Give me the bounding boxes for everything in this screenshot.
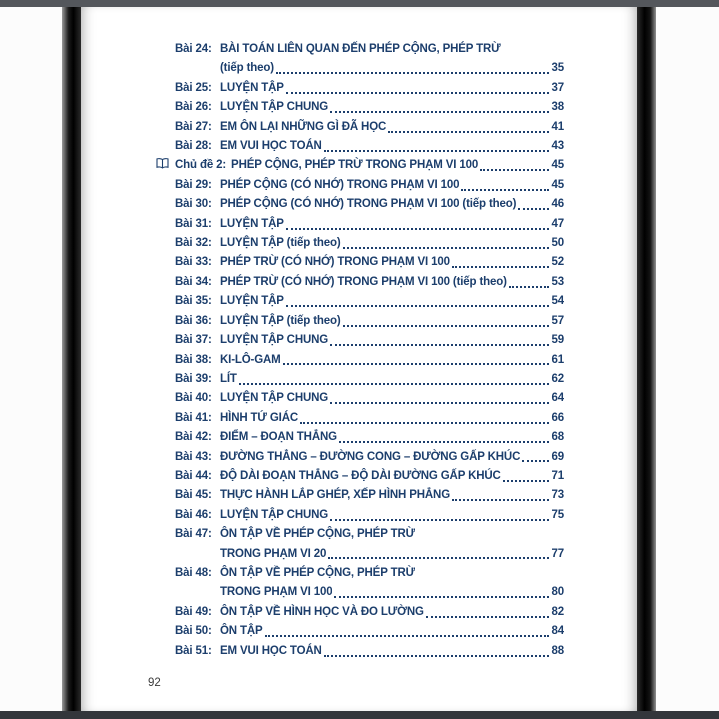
toc-entry-row	[175, 137, 564, 156]
toc-entry-label: Bài 41:	[175, 411, 212, 424]
toc-entry-row	[175, 118, 564, 137]
toc-page-ref: 69	[551, 450, 564, 463]
toc-line	[175, 622, 564, 641]
toc-entry-label: Bài 27:	[175, 120, 212, 133]
toc-page-ref: 59	[551, 334, 564, 347]
toc-line	[175, 448, 564, 467]
book-icon	[156, 157, 170, 175]
toc-entry-label: Bài 36:	[175, 314, 212, 327]
toc-entry-title: LUYỆN TẬP CHUNG	[220, 508, 329, 521]
toc-entry-title: LUYỆN TẬP CHUNG	[220, 101, 329, 114]
dot-leader	[501, 467, 552, 486]
toc-entry-label: Bài 42:	[175, 431, 212, 444]
toc-page-ref: 82	[551, 605, 564, 618]
dot-leader	[516, 195, 551, 214]
toc-entry-row	[175, 176, 564, 195]
toc-chapter-row	[175, 156, 564, 175]
toc-entry-title: ÔN TẬP VỀ PHÉP CỘNG, PHÉP TRỪ	[220, 566, 415, 579]
dot-leader	[274, 59, 552, 78]
dot-leader	[424, 603, 552, 622]
toc-entry-label: Bài 51:	[175, 644, 212, 657]
toc-page-ref: 88	[551, 644, 564, 657]
toc-line	[175, 40, 564, 59]
toc-entry-title: TRONG PHẠM VI 20	[220, 547, 327, 560]
toc-page-ref: 45	[551, 178, 564, 191]
toc-page-ref: 62	[551, 372, 564, 385]
toc-page-ref: 64	[551, 392, 564, 405]
dot-leader	[520, 448, 551, 467]
toc-page-ref: 41	[551, 120, 564, 133]
toc-line	[175, 79, 564, 98]
table-of-contents	[175, 40, 564, 661]
toc-line	[175, 215, 564, 234]
toc-line	[175, 59, 564, 78]
dot-leader	[341, 234, 552, 253]
toc-entry-title: LUYỆN TẬP	[220, 217, 284, 230]
dot-leader	[322, 642, 552, 661]
toc-page-ref: 75	[551, 508, 564, 521]
toc-page-ref: 53	[551, 275, 564, 288]
toc-entry-row	[175, 525, 564, 564]
dot-leader	[337, 428, 552, 447]
toc-page-ref: 66	[551, 411, 564, 424]
toc-entry-title: EM VUI HỌC TOÁN	[220, 140, 322, 153]
toc-page-ref: 43	[551, 140, 564, 153]
toc-page-ref: 80	[551, 586, 564, 599]
dot-leader	[284, 292, 552, 311]
toc-line	[175, 583, 564, 602]
dot-leader	[450, 486, 551, 505]
toc-entry-row	[175, 603, 564, 622]
toc-line	[175, 351, 564, 370]
toc-line	[175, 195, 564, 214]
toc-entry-row	[175, 234, 564, 253]
dot-leader	[386, 118, 551, 137]
book-left-edge	[62, 7, 81, 711]
toc-entry-label: Bài 35:	[175, 295, 212, 308]
toc-entry-label: Bài 43:	[175, 450, 212, 463]
toc-entry-title: LÍT	[220, 372, 237, 385]
toc-entry-title: ĐƯỜNG THẲNG – ĐƯỜNG CONG – ĐƯỜNG GẤP KHÚC	[220, 450, 521, 463]
dot-leader	[326, 545, 551, 564]
toc-line	[175, 603, 564, 622]
toc-entry-row	[175, 253, 564, 272]
toc-entry-title: LUYỆN TẬP CHUNG	[220, 392, 329, 405]
toc-line	[175, 176, 564, 195]
toc-entry-title: HÌNH TỨ GIÁC	[220, 411, 299, 424]
toc-page-ref: 57	[551, 314, 564, 327]
toc-entry-row	[175, 370, 564, 389]
toc-entry-row	[175, 642, 564, 661]
dot-leader	[332, 583, 551, 602]
toc-entry-title: EM VUI HỌC TOÁN	[220, 644, 322, 657]
toc-line	[175, 98, 564, 117]
dot-leader	[328, 331, 551, 350]
toc-line	[175, 234, 564, 253]
toc-entry-title: PHÉP CỘNG, PHÉP TRỪ TRONG PHẠM VI 100	[231, 159, 479, 172]
toc-page-ref: 73	[551, 489, 564, 502]
toc-line	[175, 428, 564, 447]
toc-line	[175, 370, 564, 389]
toc-line	[175, 525, 564, 544]
toc-entry-label: Bài 32:	[175, 237, 212, 250]
toc-entry-row	[175, 389, 564, 408]
toc-page-ref: 52	[551, 256, 564, 269]
toc-entry-title: LUYỆN TẬP (tiếp theo)	[220, 237, 341, 250]
toc-entry-title: PHÉP TRỪ (CÓ NHỚ) TRONG PHẠM VI 100 (tiếp theo)	[220, 275, 507, 288]
toc-entry-label: Bài 49:	[175, 605, 212, 618]
toc-entry-label: Bài 50:	[175, 625, 212, 638]
toc-entry-label: Bài 37:	[175, 334, 212, 347]
toc-entry-label: Bài 48:	[175, 566, 212, 579]
dot-leader	[507, 273, 552, 292]
toc-entry-title: ĐIỂM – ĐOẠN THẲNG	[220, 431, 337, 444]
toc-page-ref: 35	[551, 62, 564, 75]
toc-entry-row	[175, 409, 564, 428]
toc-entry-title: (tiếp theo)	[220, 62, 274, 75]
toc-entry-row	[175, 40, 564, 79]
toc-entry-title: ÔN TẬP VỀ PHÉP CỘNG, PHÉP TRỪ	[220, 528, 415, 541]
dot-leader	[328, 98, 551, 117]
toc-entry-row	[175, 564, 564, 603]
toc-entry-label: Bài 26:	[175, 101, 212, 114]
dot-leader	[450, 253, 552, 272]
toc-entry-label: Bài 24:	[175, 43, 212, 55]
toc-line	[175, 273, 564, 292]
toc-entry-row	[175, 506, 564, 525]
toc-entry-label: Bài 29:	[175, 178, 212, 191]
toc-page-ref: 84	[551, 625, 564, 638]
book-right-edge	[637, 7, 656, 711]
page-number: 92	[148, 677, 161, 689]
toc-entry-label: Bài 38:	[175, 353, 212, 366]
toc-line	[175, 331, 564, 350]
toc-page-ref: 61	[551, 353, 564, 366]
toc-entry-label: Bài 47:	[175, 528, 212, 541]
toc-entry-label: Bài 30:	[175, 198, 212, 211]
dot-leader	[341, 312, 552, 331]
toc-entry-label: Bài 34:	[175, 275, 212, 288]
photo-bottom-edge	[0, 711, 719, 719]
toc-entry-title: LUYỆN TẬP CHUNG	[220, 334, 329, 347]
toc-line	[175, 409, 564, 428]
toc-entry-label: Bài 25:	[175, 81, 212, 94]
toc-entry-row	[175, 486, 564, 505]
toc-entry-title: ĐỘ DÀI ĐOẠN THẲNG – ĐỘ DÀI ĐƯỜNG GẤP KHÚC	[220, 469, 501, 482]
toc-entry-label: Bài 33:	[175, 256, 212, 269]
toc-line	[175, 486, 564, 505]
toc-page-ref: 46	[551, 198, 564, 211]
toc-entry-title: THỰC HÀNH LẮP GHÉP, XẾP HÌNH PHẲNG	[220, 489, 451, 502]
toc-line	[175, 545, 564, 564]
toc-entry-label: Bài 28:	[175, 140, 212, 153]
toc-entry-row	[175, 195, 564, 214]
toc-entry-title: LUYỆN TẬP	[220, 295, 284, 308]
toc-entry-title: EM ÔN LẠI NHỮNG GÌ ĐÃ HỌC	[220, 120, 387, 133]
toc-page-ref: 71	[551, 469, 564, 482]
toc-page-ref: 37	[551, 81, 564, 94]
toc-page-ref: 54	[551, 295, 564, 308]
toc-entry-title: KI-LÔ-GAM	[220, 353, 281, 366]
toc-entry-row	[175, 292, 564, 311]
toc-line	[175, 137, 564, 156]
toc-line	[156, 156, 564, 175]
dot-leader	[284, 215, 552, 234]
toc-entry-title: ÔN TẬP	[220, 625, 263, 638]
toc-entry-title: ÔN TẬP VỀ HÌNH HỌC VÀ ĐO LƯỜNG	[220, 605, 424, 618]
toc-entry-label: Bài 31:	[175, 217, 212, 230]
toc-page-ref: 38	[551, 101, 564, 114]
toc-entry-row	[175, 312, 564, 331]
toc-line	[175, 642, 564, 661]
toc-entry-title: PHÉP CỘNG (CÓ NHỚ) TRONG PHẠM VI 100 (tiếp theo)	[220, 198, 517, 211]
toc-entry-label: Bài 46:	[175, 508, 212, 521]
toc-entry-title: BÀI TOÁN LIÊN QUAN ĐẾN PHÉP CỘNG, PHÉP TRỪ	[220, 43, 501, 55]
book-page	[81, 7, 637, 711]
toc-line	[175, 506, 564, 525]
toc-page-ref: 45	[551, 159, 564, 172]
dot-leader	[284, 79, 552, 98]
dot-leader	[328, 506, 551, 525]
dot-leader	[459, 176, 551, 195]
toc-page-ref: 47	[551, 217, 564, 230]
toc-page-ref: 68	[551, 431, 564, 444]
toc-entry-title: PHÉP TRỪ (CÓ NHỚ) TRONG PHẠM VI 100	[220, 256, 450, 269]
photo-top-edge	[0, 0, 719, 7]
toc-line	[175, 389, 564, 408]
dot-leader	[322, 137, 552, 156]
toc-entry-row	[175, 79, 564, 98]
toc-entry-label: Bài 39:	[175, 372, 212, 385]
toc-entry-row	[175, 215, 564, 234]
toc-entry-title: PHÉP CỘNG (CÓ NHỚ) TRONG PHẠM VI 100	[220, 178, 460, 191]
toc-entry-row	[175, 448, 564, 467]
toc-entry-row	[175, 273, 564, 292]
toc-entry-row	[175, 467, 564, 486]
toc-line	[175, 253, 564, 272]
toc-entry-label: Bài 40:	[175, 392, 212, 405]
toc-entry-title: LUYỆN TẬP (tiếp theo)	[220, 314, 341, 327]
toc-entry-label: Bài 44:	[175, 469, 212, 482]
toc-entry-row	[175, 98, 564, 117]
toc-entry-label: Chủ đề 2:	[175, 159, 227, 172]
toc-page-ref: 77	[551, 547, 564, 560]
dot-leader	[281, 351, 552, 370]
toc-entry-row	[175, 622, 564, 641]
dot-leader	[263, 622, 552, 641]
dot-leader	[328, 389, 551, 408]
dot-leader	[237, 370, 552, 389]
toc-line	[175, 292, 564, 311]
toc-entry-label: Bài 45:	[175, 489, 212, 502]
toc-entry-row	[175, 428, 564, 447]
toc-line	[175, 467, 564, 486]
toc-entry-row	[175, 331, 564, 350]
toc-page-ref: 50	[551, 237, 564, 250]
dot-leader	[478, 156, 551, 175]
toc-entry-title: TRONG PHẠM VI 100	[220, 586, 333, 599]
toc-line	[175, 118, 564, 137]
toc-line	[175, 312, 564, 331]
toc-entry-row	[175, 351, 564, 370]
dot-leader	[298, 409, 551, 428]
toc-line	[175, 564, 564, 583]
toc-entry-title: LUYỆN TẬP	[220, 81, 284, 94]
